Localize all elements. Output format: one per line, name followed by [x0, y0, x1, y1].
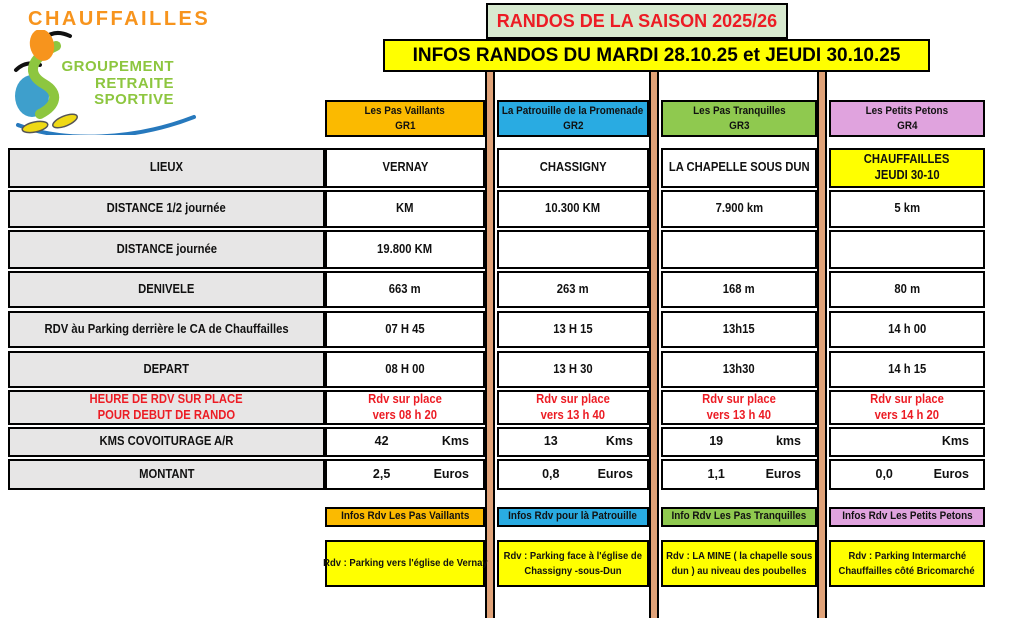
cell-value: 0,0 [875, 466, 893, 481]
cell-line: 13h15 [723, 321, 755, 336]
row-label-line: KMS COVOITURAGE A/R [99, 434, 234, 449]
cell-r0-c2 [661, 148, 817, 188]
cell-line: Rdv sur place [536, 391, 610, 406]
cell-line: 663 m [389, 281, 421, 296]
cell-r6-c0 [325, 390, 485, 425]
row-label-5 [8, 351, 325, 388]
info-header-text: Info Rdv Les Pas Tranquilles [671, 510, 807, 523]
cell-line: 07 H 45 [385, 321, 425, 336]
row-label-line: HEURE DE RDV SUR PLACE [89, 391, 244, 406]
signpost-1 [485, 71, 495, 618]
cell-r2-c1 [497, 230, 649, 269]
cell-r1-c2 [661, 190, 817, 228]
group-name: Les Petits Petons [865, 104, 949, 117]
cell-line: 14 h 00 [887, 321, 927, 336]
cell-r3-c0 [325, 271, 485, 308]
cell-line: CHAUFFAILLES [864, 152, 950, 167]
cell-r1-c3 [829, 190, 985, 228]
cell-value: 2,5 [372, 466, 391, 481]
cell-r3-c3 [829, 271, 985, 308]
info-box-gr1 [322, 540, 488, 587]
group-code: GR1 [394, 119, 416, 132]
cell-r6-c2 [661, 390, 817, 425]
row-label-line: LIEUX [149, 160, 184, 175]
info-banner [383, 39, 930, 72]
row-label-3 [8, 271, 325, 308]
cell-value: 42 [374, 434, 389, 449]
cell-line: CHASSIGNY [539, 160, 607, 175]
cell-line: vers 13 h 40 [706, 407, 772, 422]
row-label-line: DEPART [143, 361, 190, 376]
cell-r7-c1 [497, 427, 649, 457]
logo-org-line: RETRAITE [95, 74, 174, 92]
cell-r7-c0 [325, 427, 485, 457]
cell-line: vers 08 h 20 [372, 407, 438, 422]
cell-r8-c2 [661, 459, 817, 490]
row-label-line: DENIVELE [138, 281, 195, 296]
cell-line: VERNAY [382, 160, 428, 175]
info-box-line: Rdv : Parking Intermarché [848, 549, 966, 562]
cell-r8-c1 [497, 459, 649, 490]
cell-line: Rdv sur place [368, 391, 442, 406]
cell-line: 14 h 15 [887, 361, 927, 376]
cell-unit: Euros [433, 466, 469, 481]
cell-unit: Euros [597, 466, 633, 481]
cell-line: 263 m [557, 281, 589, 296]
cell-line: vers 14 h 20 [874, 407, 940, 422]
cell-line: 7.900 km [715, 201, 763, 216]
row-label-line: DISTANCE journée [116, 241, 217, 256]
cell-unit: Kms [441, 434, 469, 449]
cell-value: 19 [709, 434, 724, 449]
logo-org-line: SPORTIVE [94, 91, 174, 108]
row-label-line: RDV àu Parking derrière le CA de Chauffailles [44, 321, 289, 336]
logo-org-name [52, 59, 174, 109]
cell-r3-c2 [661, 271, 817, 308]
cell-line: JEUDI 30-10 [874, 168, 940, 182]
cell-unit: kms [775, 434, 801, 449]
logo-org-line: GROUPEMENT [61, 58, 174, 75]
row-label-8 [8, 459, 325, 490]
cell-value: 0,8 [542, 466, 560, 481]
cell-r4-c0 [325, 311, 485, 348]
cell-r5-c1 [497, 351, 649, 388]
cell-r4-c2 [661, 311, 817, 348]
group-name: Les Pas Tranquilles [692, 104, 786, 117]
cell-r2-c0 [325, 230, 485, 269]
row-label-7 [8, 427, 325, 457]
info-box-gr3 [661, 540, 817, 587]
row-label-4 [8, 311, 325, 348]
cell-line: 08 H 00 [385, 361, 425, 376]
logo-town-title: CHAUFFAILLES [28, 8, 211, 30]
cell-r5-c3 [829, 351, 985, 388]
cell-line: 19.800 KM [377, 241, 433, 256]
cell-unit: Kms [941, 434, 969, 449]
info-header-gr4 [829, 507, 985, 527]
cell-line: KM [396, 201, 414, 216]
info-header-gr2 [497, 507, 649, 527]
cell-line: 10.300 KM [545, 201, 601, 216]
cell-r8-c0 [325, 459, 485, 490]
cell-r4-c3 [829, 311, 985, 348]
group-header-gr3 [661, 100, 817, 137]
cell-unit: Euros [765, 466, 801, 481]
cell-line: 168 m [723, 281, 755, 296]
row-label-line: MONTANT [138, 466, 195, 481]
cell-r8-c3 [829, 459, 985, 490]
cell-r2-c3 [829, 230, 985, 269]
cell-r6-c3 [829, 390, 985, 425]
info-header-text: Infos Rdv Les Petits Petons [841, 510, 973, 523]
group-name: La Patrouille de la Promenade [502, 104, 644, 117]
info-header-text: Infos Rdv pour là Patrouille [508, 510, 638, 523]
row-label-1 [8, 190, 325, 228]
info-box-gr2 [497, 540, 649, 587]
info-box-line: Chauffailles côté Bricomarché [838, 564, 976, 577]
info-box-line: Chassigny -sous-Dun [524, 564, 622, 577]
info-header-gr3 [661, 507, 817, 527]
signpost-2 [649, 71, 659, 618]
cell-r6-c1 [497, 390, 649, 425]
group-name: Les Pas Vaillants [364, 104, 446, 117]
info-box-line: dun ) au niveau des poubelles [671, 564, 807, 577]
group-code: GR3 [728, 119, 750, 132]
group-code: GR2 [562, 119, 584, 132]
cell-value: 13 [543, 434, 558, 449]
cell-line: LA CHAPELLE SOUS DUN [668, 160, 810, 175]
row-label-line: POUR DEBUT DE RANDO [97, 407, 236, 422]
cell-r5-c0 [325, 351, 485, 388]
row-label-2 [8, 230, 325, 269]
group-header-gr4 [829, 100, 985, 137]
cell-r0-c0 [325, 148, 485, 188]
cell-r4-c1 [497, 311, 649, 348]
cell-unit: Euros [933, 466, 969, 481]
cell-r2-c2 [661, 230, 817, 269]
cell-unit: Kms [605, 434, 633, 449]
cell-line: 13h30 [723, 361, 755, 376]
signpost-3 [817, 71, 827, 618]
row-label-line: DISTANCE 1/2 journée [106, 201, 227, 216]
row-label-6 [8, 390, 325, 425]
group-code: GR4 [896, 119, 918, 132]
cell-line: 5 km [894, 201, 920, 216]
info-banner-text: INFOS RANDOS DU MARDI 28.10.25 et JEUDI 30.10.25 [412, 44, 901, 66]
group-header-gr2 [497, 100, 649, 137]
cell-r7-c2 [661, 427, 817, 457]
season-banner-text: RANDOS DE LA SAISON 2025/26 [496, 10, 778, 31]
cell-value: 1,1 [707, 466, 725, 481]
info-header-text: Infos Rdv Les Pas Vaillants [340, 510, 470, 523]
info-box-line: Rdv : Parking face à l'église de [503, 549, 643, 562]
cell-line: Rdv sur place [702, 391, 776, 406]
cell-r7-c3 [829, 427, 985, 457]
info-box-line: Rdv : LA MINE ( la chapelle sous [665, 549, 813, 562]
cell-line: 13 H 30 [553, 361, 593, 376]
cell-r0-c3 [829, 148, 985, 188]
row-label-0 [8, 148, 325, 188]
info-box-line: Rdv : Parking vers l'église de Vernay [322, 557, 488, 569]
cell-r1-c1 [497, 190, 649, 228]
cell-r1-c0 [325, 190, 485, 228]
info-box-gr4 [829, 540, 985, 587]
group-header-gr1 [325, 100, 485, 137]
cell-r5-c2 [661, 351, 817, 388]
season-banner [486, 3, 788, 39]
cell-r0-c1 [497, 148, 649, 188]
cell-line: Rdv sur place [870, 391, 944, 406]
cell-r3-c1 [497, 271, 649, 308]
cell-line: 80 m [894, 281, 920, 296]
cell-line: vers 13 h 40 [540, 407, 606, 422]
cell-line: 13 H 15 [553, 321, 593, 336]
info-header-gr1 [325, 507, 485, 527]
